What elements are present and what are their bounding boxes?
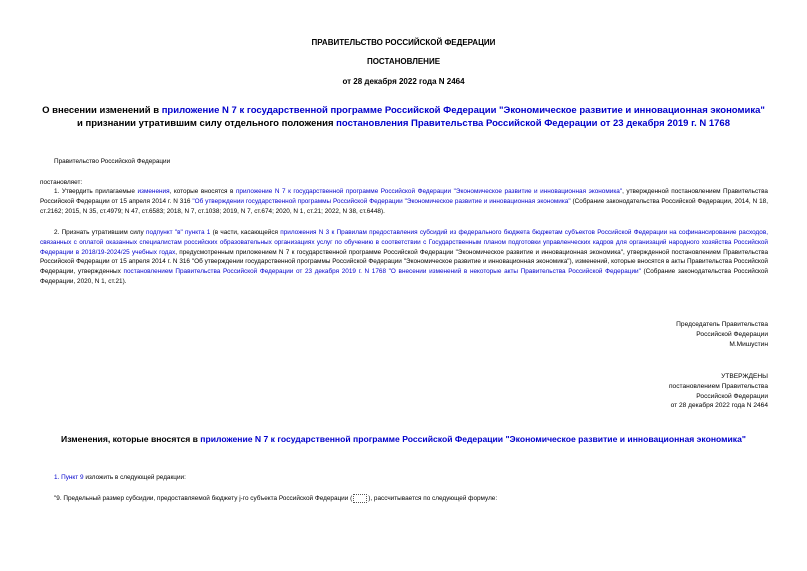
signature-block [560,320,768,349]
government-heading: ПРАВИТЕЛЬСТВО РОССИЙСКОЙ ФЕДЕРАЦИИ [311,38,496,47]
decree-word: постановляет: [40,179,83,186]
signature-line-2: Российской Федерации [696,330,768,338]
issuer-text: Правительство Российской Федерации [54,158,171,165]
p2-link-subpoint[interactable]: подпункт "в" пункта 1 [146,229,211,236]
p1-text-d: (Собрание законодательства Российской Федерации, 2014, N 18, ст.2162; 2015, N 35, ст.4979; N 47, ст.6583; 2018, N 7, ст.1038; 2019, N 7, ст.674; 2020, N 1, ст.21; 2022, N 38, ст.6448). [40,197,768,215]
paragraph-2 [40,228,768,287]
paragraph-1 [40,187,768,216]
formula-image-icon [353,494,367,503]
approved-line-4: от 28 декабря 2022 года N 2464 [670,402,768,410]
p2-link-appendix-3[interactable]: приложения N 3 к Правилам предоставления субсидий из федерального бюджета бюджетам субъектов Российской Федерации на софинансирование расходов, связанных с оплатой оказанных специалистам российских образовательных организациях услуг по обучению в соответствии с Государственным планом подготовки управленческих кадров для организаций народного хозяйства Российской Федерации в 2018/19-2024/25 учебных годах [40,229,769,256]
decree-title [40,104,767,130]
item-1-text: изложить в следующей редакции: [83,474,186,481]
p1-link-program[interactable]: "Об утверждении государственной программы Российской Федерации "Экономическое развитие и инновационная экономика" [192,197,571,205]
signature-line-1: Председатель Правительства [676,321,768,328]
changes-title-text: Изменения, которые вносятся в [61,434,201,444]
approved-line-1: УТВЕРЖДЕНЫ [721,373,768,380]
changes-title [0,434,807,444]
p2-text-a: 2. Признать утратившим силу [54,229,146,236]
changes-title-link[interactable]: приложение N 7 к государственной программе Российской Федерации "Экономическое развитие и инновационная экономика" [200,434,746,444]
title-link-decree-1768[interactable]: постановления Правительства Российской Федерации от 23 декабря 2019 г. N 1768 [336,118,730,129]
p1-link-appendix[interactable]: приложение N 7 к государственной программе Российской Федерации "Экономическое развитие и инновационная экономика" [235,188,623,195]
approved-line-2: постановлением Правительства [668,382,768,390]
change-item-9 [54,494,497,504]
p1-text-a: 1. Утвердить прилагаемые [54,188,138,195]
item-9-text-b: ), рассчитывается по следующей формуле: [368,495,498,503]
title-text-2: и признании утратившим силу отдельного положения [76,118,337,129]
title-text-1: О внесении изменений в [42,105,162,116]
change-item-1 [54,473,186,483]
p2-text-d: (Собрание законодательства Российской Федерации, 2020, N 1, ст.21). [40,268,769,285]
p2-text-c: , предусмотренным приложением N 7 к государственной программе Российской Федерации "Экономическое развитие и инновационная экономика", утвержденной постановлением Правительства Российской Федерации от 15 апреля 2014 г. N 316 "Об утверждении государственной программы Российской Федерации "Экономическое развитие и инновационная экономика"), изменений, которые вносятся в акты Правительства Российской Федерации, утвержденных [40,248,769,276]
p2-link-decree-1768[interactable]: постановлением Правительства Российской Федерации от 23 декабря 2019 г. N 1768 "О внесении изменений в некоторые акты Правительства Российской Федерации" [123,268,641,276]
p2-text-b: (в части, касающейся [210,229,281,236]
item-9-text-a: "9. Предельный размер субсидии, предоставляемой бюджету j-го субъекта Российской Федерации ( [54,495,353,503]
date-number: от 28 декабря 2022 года N 2464 [342,77,465,86]
p1-link-changes[interactable]: изменения [137,188,170,195]
approved-block [560,372,768,411]
point-9-link[interactable]: 1. Пункт 9 [54,474,84,481]
approved-line-3: Российской Федерации [696,392,768,400]
title-link-appendix[interactable]: приложение N 7 к государственной программе Российской Федерации "Экономическое развитие и инновационная экономика" [161,105,765,116]
p1-text-c: , утвержденной постановлением Правительства Российской Федерации от 15 апреля 2014 г. N 316 [40,188,768,205]
p1-text-b: , которые вносятся в [169,188,236,195]
signature-name: М.Мишустин [729,340,768,348]
doc-type-heading: ПОСТАНОВЛЕНИЕ [366,57,441,66]
